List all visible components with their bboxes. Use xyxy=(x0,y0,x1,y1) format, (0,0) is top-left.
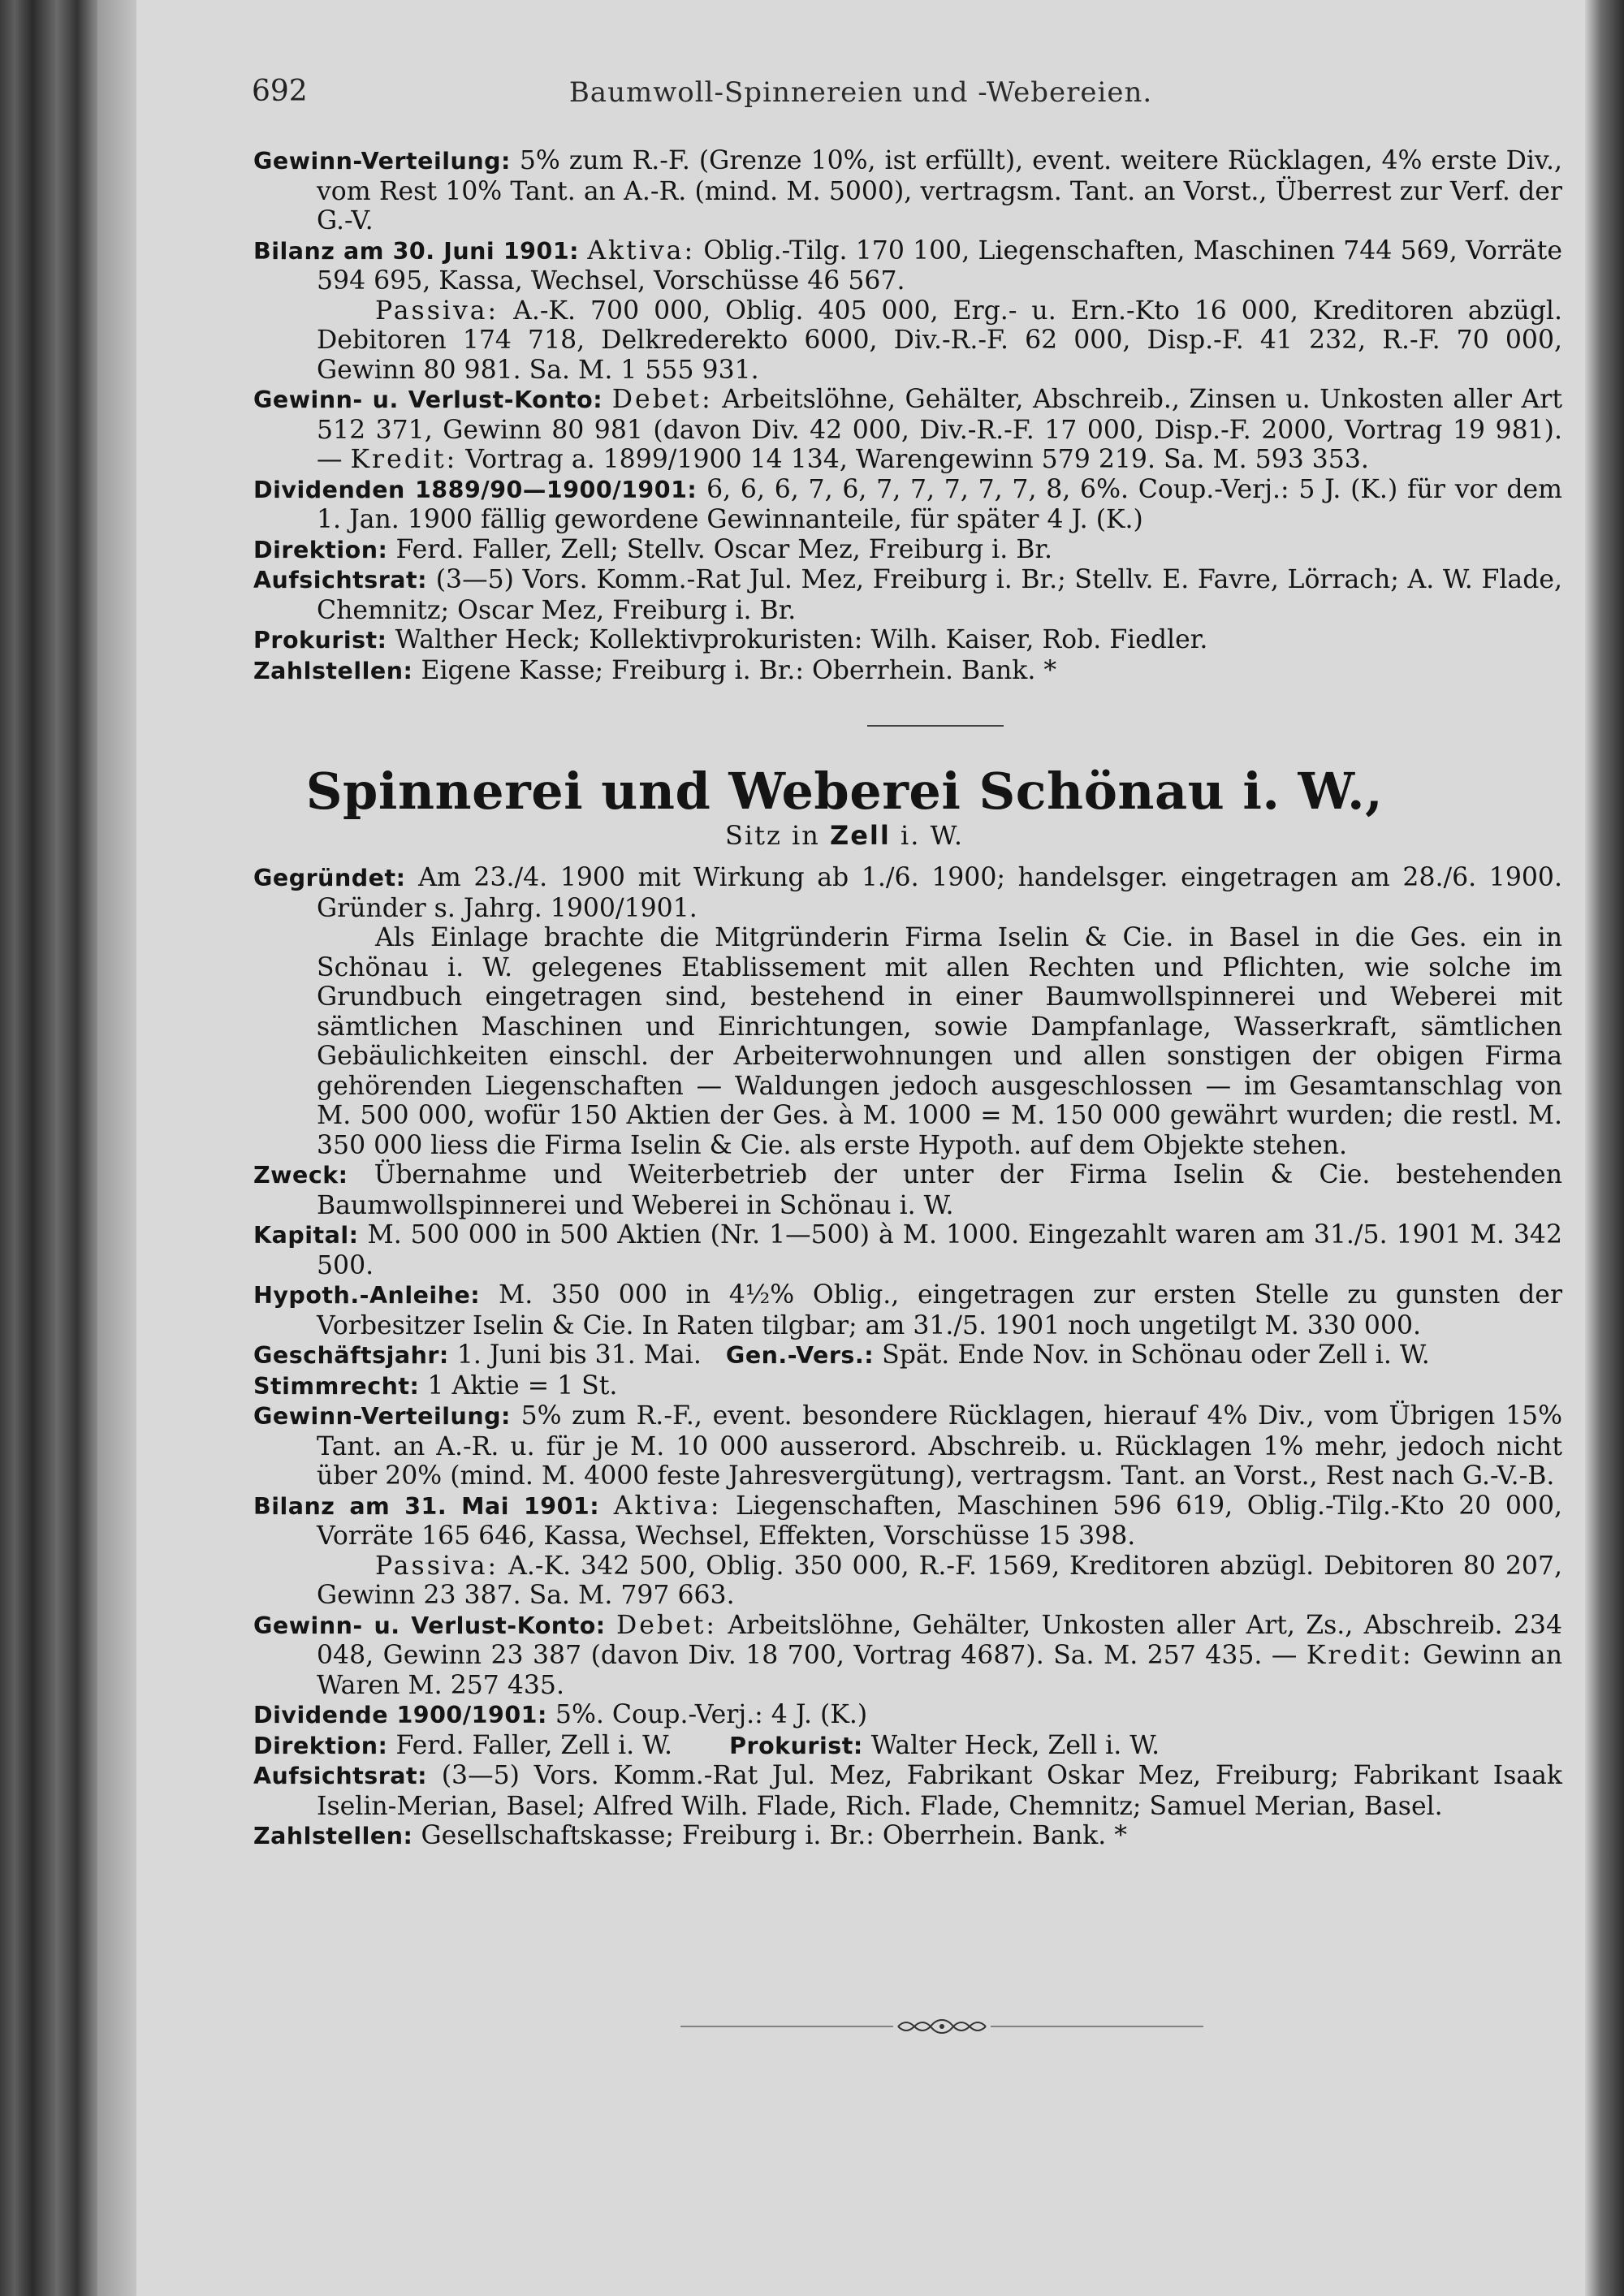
section-divider xyxy=(867,725,1004,727)
field-text: Ferd. Faller, Zell i. W. xyxy=(395,1730,673,1760)
field-label: Geschäftsjahr: xyxy=(253,1342,449,1369)
page-number: 692 xyxy=(252,75,308,108)
field-text: (3—5) Vors. Komm.-Rat Jul. Mez, Freiburg i. Br.; Stellv. E. Favre, Lörrach; A. W. Flade, Chemnitz; Oscar Mez, Freiburg i. Br. xyxy=(317,565,1563,625)
gewinn-verteilung xyxy=(253,1401,1562,1491)
kredit-label: Kredit: xyxy=(1306,1641,1414,1670)
field-label: Kapital: xyxy=(253,1222,359,1249)
company-seat xyxy=(0,820,1624,851)
field-text: M. 500 000 in 500 Aktien (Nr. 1—500) à M. 1000. Eingezahlt waren am 31./5. 1901 M. 342 500. xyxy=(317,1220,1562,1280)
einlage-paragraph: Als Einlage brachte die Mitgründerin Firma Iselin & Cie. in Basel in die Ges. ein in Schönau i. W. gelegenes Etablissement mit allen Rechten und Pflichten, wie solche im Grundbuch eingetragen sind, bestehend in einer Baumwollspinnerei und Weberei mit sämtlichen Maschinen und Einrichtungen, sowie Dampfanlage, Wasserkraft, sämtlichen Gebäulichkeiten einschl. der Arbeiterwohnungen und allen sonstigen der obigen Firma gehörenden Liegenschaften — Waldungen jedoch ausgeschlossen — im Gesamtanschlag von M. 500 000, wofür 150 Aktien der Ges. à M. 1000 = M. 150 000 gewährt wurden; die restl. M. 350 000 liess die Firma Iselin & Cie. als erste Hypoth. auf dem Objekte stehen. xyxy=(317,923,1562,1160)
direktion xyxy=(253,1731,1562,1762)
field-label: Gen.-Vers.: xyxy=(725,1342,875,1369)
field-label: Prokurist: xyxy=(253,627,387,654)
prev-bilanz xyxy=(253,236,1562,296)
bilanz xyxy=(253,1491,1562,1552)
field-label: Aufsichtsrat: xyxy=(253,1763,428,1789)
field-label: Dividenden 1889/90—1900/1901: xyxy=(253,476,698,503)
field-label: Aufsichtsrat: xyxy=(253,567,428,593)
field-label: Bilanz am 31. Mai 1901: xyxy=(253,1492,600,1520)
field-label: Gewinn- u. Verlust-Konto: xyxy=(253,1612,606,1639)
field-label: Dividende 1900/1901: xyxy=(253,1702,547,1728)
field-text: 1 Aktie = 1 St. xyxy=(427,1370,618,1400)
hypoth-anleihe xyxy=(253,1280,1562,1340)
field-text: Eigene Kasse; Freiburg i. Br.: Oberrhein. Bank. * xyxy=(421,655,1057,685)
field-label: Zahlstellen: xyxy=(253,1823,413,1849)
field-text: Gewinn an Waren M. 257 435. xyxy=(317,1641,1562,1700)
field-text: 5% zum R.-F., event. besondere Rücklagen, hierauf 4% Div., vom Übrigen 15% Tant. an A.-R. u. für je M. 10 000 ausserord. Abschreib. u. Rücklagen 1% mehr, jedoch nicht über 20% (mind. M. 4000 feste Jahresvergütung), vertragsm. Tant. an Vorst., Rest nach G.-V.-B. xyxy=(317,1401,1562,1491)
field-text: Vortrag a. 1899/1900 14 134, Warengewinn 579 219. Sa. M. 593 353. xyxy=(465,445,1369,474)
prev-aufsichtsrat xyxy=(253,565,1562,625)
aktiva-label: Aktiva: xyxy=(587,235,696,265)
seat-city: Zell xyxy=(830,820,891,851)
aufsichtsrat xyxy=(253,1761,1562,1821)
field-text: Arbeitslöhne, Gehälter, Unkosten aller Art, Zs., Abschreib. 234 048, Gewinn 23 387 (davon Div. 18 700, Vortrag 4687). Sa. M. 257 435. — xyxy=(317,1610,1563,1670)
field-label: Hypoth.-Anleihe: xyxy=(253,1282,481,1309)
field-label: Gegründet: xyxy=(253,865,406,891)
prev-zahlstellen xyxy=(253,656,1562,687)
field-text: Spät. Ende Nov. in Schönau oder Zell i. W. xyxy=(882,1340,1430,1370)
page-right-edge-shadow xyxy=(1585,0,1624,2296)
debet-label: Debet: xyxy=(611,385,713,414)
field-label: Stimmrecht: xyxy=(253,1372,420,1400)
stimmrecht xyxy=(253,1371,1562,1402)
field-label: Zahlstellen: xyxy=(253,657,413,684)
field-text: Ferd. Faller, Zell; Stellv. Oscar Mez, Freiburg i. Br. xyxy=(395,534,1052,564)
field-label: Zweck: xyxy=(253,1162,348,1189)
company-title: Spinnerei und Weberei Schönau i. W., xyxy=(305,762,1384,821)
field-text: Am 23./4. 1900 mit Wirkung ab 1./6. 1900; handelsger. eingetragen am 28./6. 1900. Gründer s. Jahrg. 1900/1901. xyxy=(317,863,1562,923)
field-text: 5%. Coup.-Verj.: 4 J. (K.) xyxy=(555,1700,868,1729)
prev-dividenden xyxy=(253,475,1562,535)
prev-bilanz-passiva xyxy=(253,296,1562,386)
zweck xyxy=(253,1160,1562,1220)
field-text: Gesellschaftskasse; Freiburg i. Br.: Oberrhein. Bank. * xyxy=(421,1821,1127,1850)
book-spine-shadow xyxy=(0,0,97,2296)
field-label: Bilanz am 30. Juni 1901: xyxy=(253,237,580,265)
field-text: Walter Heck, Zell i. W. xyxy=(870,1730,1160,1760)
field-text: M. 350 000 in 4½% Oblig., eingetragen zur ersten Stelle zu gunsten der Vorbesitzer Iselin & Cie. In Raten tilgbar; am 31./5. 1901 noch ungetilgt M. 330 000. xyxy=(317,1280,1562,1340)
guv xyxy=(253,1611,1562,1701)
field-text: (3—5) Vors. Komm.-Rat Jul. Mez, Fabrikant Oskar Mez, Freiburg; Fabrikant Isaak Iselin-Merian, Basel; Alfred Wilh. Flade, Rich. Flade, Chemnitz; Samuel Merian, Basel. xyxy=(317,1761,1563,1821)
field-label: Gewinn-Verteilung: xyxy=(253,1403,511,1430)
aktiva-label: Aktiva: xyxy=(613,1491,722,1521)
seat-suffix: i. W. xyxy=(901,820,965,851)
prev-gewinn-verteilung xyxy=(253,146,1562,236)
bilanz-passiva xyxy=(253,1552,1562,1611)
prev-direktion xyxy=(253,535,1562,566)
field-label: Gewinn-Verteilung: xyxy=(253,148,511,175)
previous-entry xyxy=(253,146,1562,686)
prev-prokurist xyxy=(253,625,1562,656)
passiva-label: Passiva: xyxy=(375,1551,499,1581)
field-text: 1. Juni bis 31. Mai. xyxy=(456,1340,702,1370)
field-label: Direktion: xyxy=(253,1732,388,1759)
field-text: A.-K. 700 000, Oblig. 405 000, Erg.- u. Ern.-Kto 16 000, Kreditoren abzügl. Debitoren 174 718, Delkrederekto 6000, Div.-R.-F. 62 000, Disp.-F. 41 232, R.-F. 70 000, Gewinn 80 981. Sa. M. 1 555 931. xyxy=(317,296,1562,385)
kapital xyxy=(253,1220,1562,1280)
end-ornament xyxy=(680,2017,1203,2036)
running-header: Baumwoll-Spinnereien und -Webereien. xyxy=(568,76,1153,109)
field-text: A.-K. 342 500, Oblig. 350 000, R.-F. 1569, Kreditoren abzügl. Debitoren 80 207, Gewinn 23 387. Sa. M. 797 663. xyxy=(317,1551,1562,1610)
field-text: Übernahme und Weiterbetrieb der unter der Firma Iselin & Cie. bestehenden Baumwollspinnerei und Weberei in Schönau i. W. xyxy=(317,1160,1562,1220)
field-text: Oblig.-Tilg. 170 100, Liegenschaften, Maschinen 744 569, Vorräte 594 695, Kassa, Wechsel, Vorschüsse 46 567. xyxy=(317,235,1562,296)
dividende xyxy=(253,1700,1562,1731)
zahlstellen xyxy=(253,1821,1562,1852)
field-text: Walther Heck; Kollektivprokuristen: Wilh. Kaiser, Rob. Fiedler. xyxy=(395,625,1208,654)
field-text: Liegenschaften, Maschinen 596 619, Oblig.-Tilg.-Kto 20 000, Vorräte 165 646, Kassa, Wechsel, Effekten, Vorschüsse 15 398. xyxy=(317,1491,1563,1551)
field-label: Direktion: xyxy=(253,536,388,563)
field-label: Prokurist: xyxy=(729,1732,863,1759)
field-text: 5% zum R.-F. (Grenze 10%, ist erfüllt), event. weitere Rücklagen, 4% erste Div., vom Rest 10% Tant. an A.-R. (mind. M. 5000), vertragsm. Tant. an Vorst., Überrest zur Verf. der G.-V. xyxy=(317,146,1562,235)
debet-label: Debet: xyxy=(616,1610,717,1640)
geschaeftsjahr xyxy=(253,1340,1562,1371)
field-text: 6, 6, 6, 7, 6, 7, 7, 7, 7, 7, 8, 6%. Coup.-Verj.: 5 J. (K.) für vor dem 1. Jan. 1900 fällig gewordene Gewinnanteile, für später 4 J. (K.) xyxy=(317,474,1562,534)
company-entry xyxy=(253,863,1562,1852)
field-text: Arbeitslöhne, Gehälter, Abschreib., Zinsen u. Unkosten aller Art 512 371, Gewinn 80 981 (davon Div. 42 000, Div.-R.-F. 17 000, Disp.-F. 2000, Vortrag 19 981). — xyxy=(317,385,1562,474)
kredit-label: Kredit: xyxy=(350,445,458,474)
seat-prefix: Sitz in xyxy=(724,820,820,851)
passiva-label: Passiva: xyxy=(375,296,499,326)
gegruendet xyxy=(253,863,1562,923)
field-label: Gewinn- u. Verlust-Konto: xyxy=(253,386,603,413)
page-gutter xyxy=(97,0,136,2296)
prev-guv xyxy=(253,385,1562,475)
